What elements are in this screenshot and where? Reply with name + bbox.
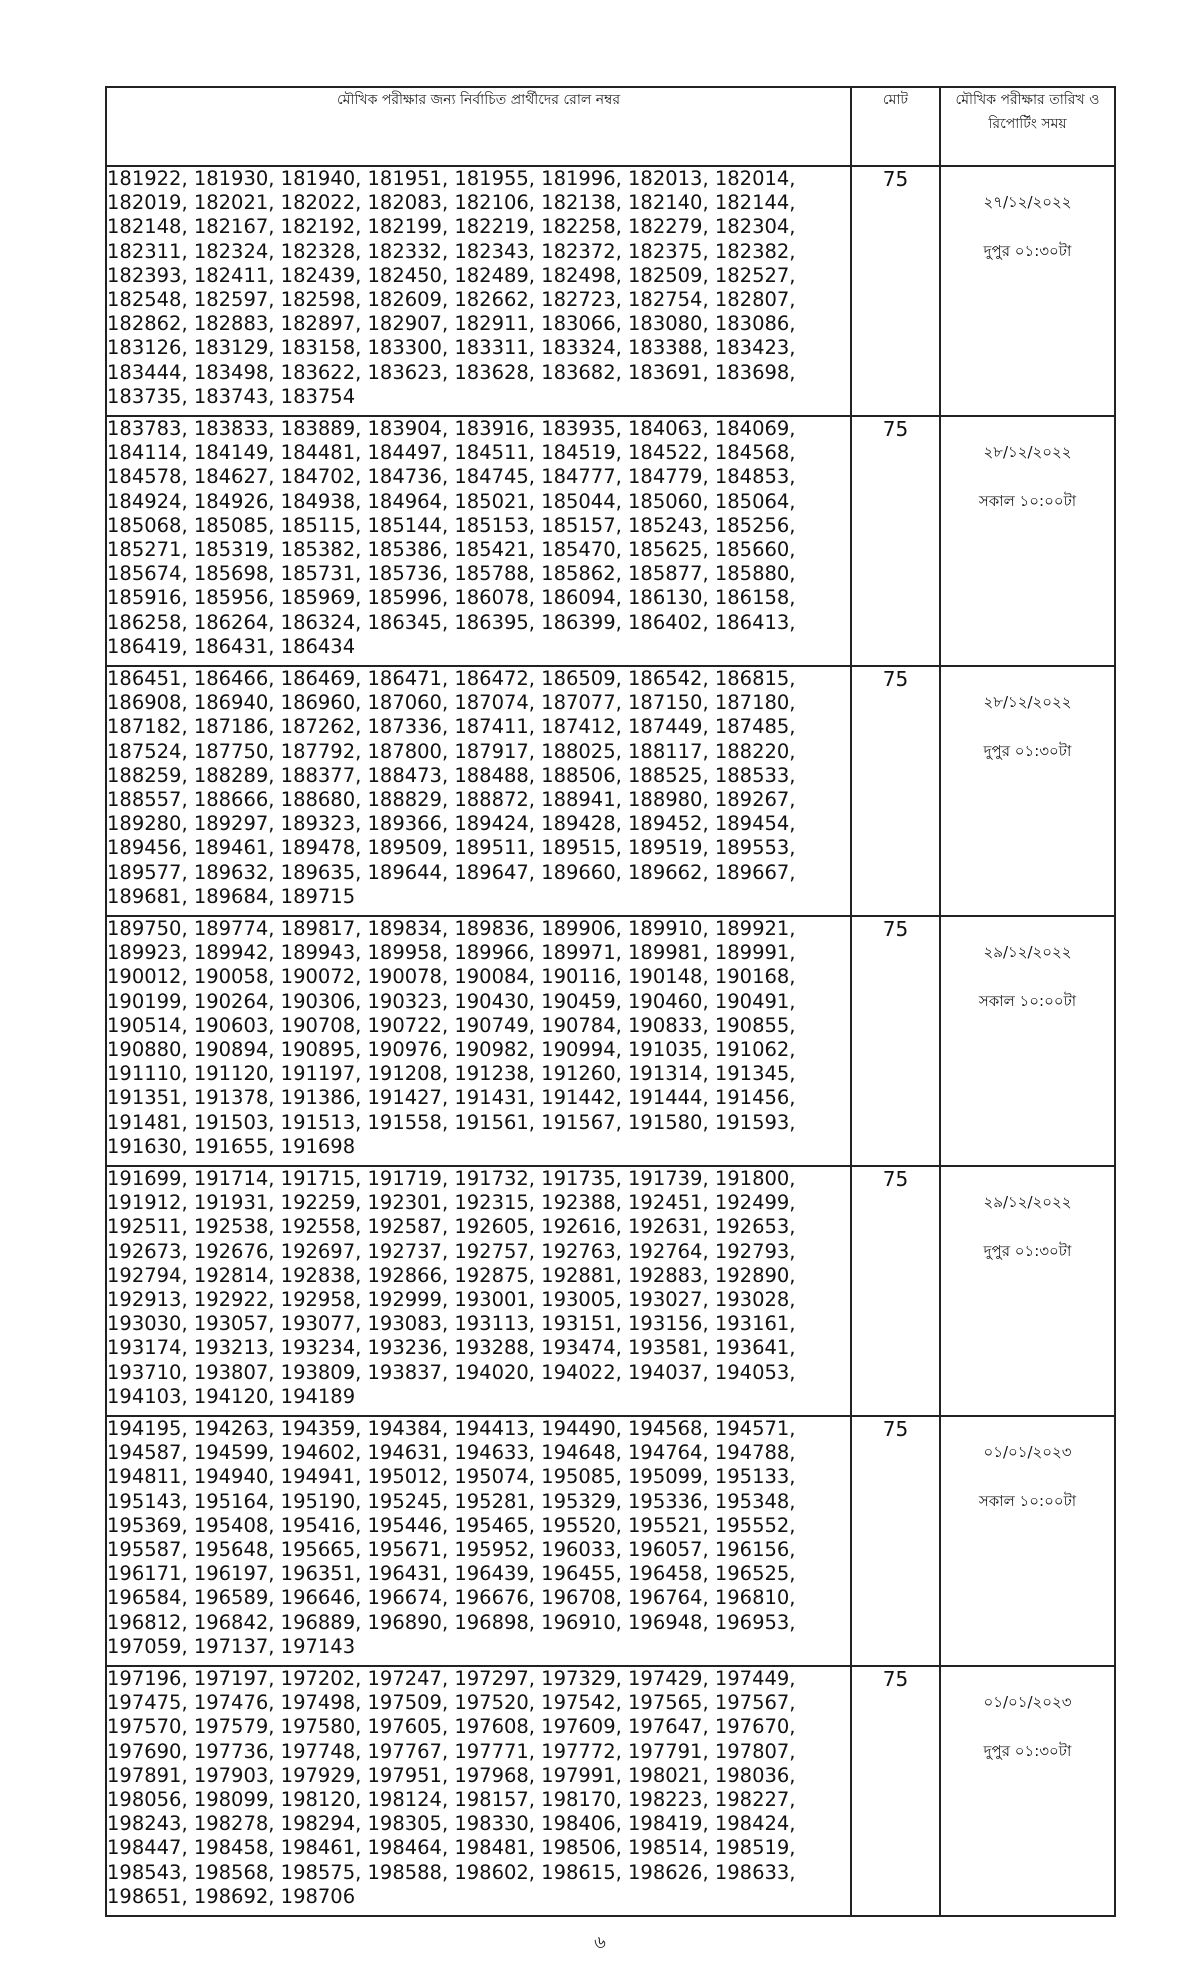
viva-date: ২৯/১২/২০২২ <box>983 1193 1072 1211</box>
table-row <box>106 916 1115 1166</box>
reporting-time: দুপুর ০১:৩০টা <box>983 1242 1072 1260</box>
viva-date: ২৮/১২/২০২২ <box>983 693 1072 711</box>
total-cell: 75 <box>851 166 940 416</box>
total-cell: 75 <box>851 416 940 666</box>
viva-date: ২৭/১২/২০২২ <box>983 193 1072 211</box>
roll-numbers-cell: 186451, 186466, 186469, 186471, 186472, 186509, 186542, 186815, 186908, 186940, 186960, 187060, 187074, 187077, 187150, 187180, 187182, 187186, 187262, 187336, 187411, 187412, 187449, 187485, 187524, 187750, 187792, 187800, 187917, 188025, 188117, 188220, 188259, 188289, 188377, 188473, 188488, 188506, 188525, 188533, 188557, 188666, 188680, 188829, 188872, 188941, 188980, 189267, 189280, 189297, 189323, 189366, 189424, 189428, 189452, 189454, 189456, 189461, 189478, 189509, 189511, 189515, 189519, 189553, 189577, 189632, 189635, 189644, 189647, 189660, 189662, 189667, 189681, 189684, 189715 <box>106 666 851 916</box>
date-time-cell <box>940 166 1115 416</box>
viva-date: ০১/০১/২০২৩ <box>983 1693 1072 1711</box>
reporting-time: সকাল ১০:০০টা <box>978 1492 1077 1510</box>
table-row <box>106 416 1115 666</box>
roll-numbers-cell: 183783, 183833, 183889, 183904, 183916, 183935, 184063, 184069, 184114, 184149, 184481, 184497, 184511, 184519, 184522, 184568, 184578, 184627, 184702, 184736, 184745, 184777, 184779, 184853, 184924, 184926, 184938, 184964, 185021, 185044, 185060, 185064, 185068, 185085, 185115, 185144, 185153, 185157, 185243, 185256, 185271, 185319, 185382, 185386, 185421, 185470, 185625, 185660, 185674, 185698, 185731, 185736, 185788, 185862, 185877, 185880, 185916, 185956, 185969, 185996, 186078, 186094, 186130, 186158, 186258, 186264, 186324, 186345, 186395, 186399, 186402, 186413, 186419, 186431, 186434 <box>106 416 851 666</box>
table-row <box>106 1666 1115 1916</box>
reporting-time: দুপুর ০১:৩০টা <box>983 242 1072 260</box>
viva-date: ২৯/১২/২০২২ <box>983 943 1072 961</box>
total-cell: 75 <box>851 1416 940 1666</box>
viva-date: ২৮/১২/২০২২ <box>983 443 1072 461</box>
date-time-cell <box>940 666 1115 916</box>
reporting-time: দুপুর ০১:৩০টা <box>983 1742 1072 1760</box>
reporting-time: সকাল ১০:০০টা <box>978 492 1077 510</box>
roll-numbers-cell: 189750, 189774, 189817, 189834, 189836, 189906, 189910, 189921, 189923, 189942, 189943, 189958, 189966, 189971, 189981, 189991, 190012, 190058, 190072, 190078, 190084, 190116, 190148, 190168, 190199, 190264, 190306, 190323, 190430, 190459, 190460, 190491, 190514, 190603, 190708, 190722, 190749, 190784, 190833, 190855, 190880, 190894, 190895, 190976, 190982, 190994, 191035, 191062, 191110, 191120, 191197, 191208, 191238, 191260, 191314, 191345, 191351, 191378, 191386, 191427, 191431, 191442, 191444, 191456, 191481, 191503, 191513, 191558, 191561, 191567, 191580, 191593, 191630, 191655, 191698 <box>106 916 851 1166</box>
roll-numbers-cell: 194195, 194263, 194359, 194384, 194413, 194490, 194568, 194571, 194587, 194599, 194602, 194631, 194633, 194648, 194764, 194788, 194811, 194940, 194941, 195012, 195074, 195085, 195099, 195133, 195143, 195164, 195190, 195245, 195281, 195329, 195336, 195348, 195369, 195408, 195416, 195446, 195465, 195520, 195521, 195552, 195587, 195648, 195665, 195671, 195952, 196033, 196057, 196156, 196171, 196197, 196351, 196431, 196439, 196455, 196458, 196525, 196584, 196589, 196646, 196674, 196676, 196708, 196764, 196810, 196812, 196842, 196889, 196890, 196898, 196910, 196948, 196953, 197059, 197137, 197143 <box>106 1416 851 1666</box>
header-date-time: মৌখিক পরীক্ষার তারিখ ও রিপোর্টিং সময় <box>940 87 1115 166</box>
page-number: ৬ <box>594 1932 606 1953</box>
roll-numbers-cell: 181922, 181930, 181940, 181951, 181955, 181996, 182013, 182014, 182019, 182021, 182022, 182083, 182106, 182138, 182140, 182144, 182148, 182167, 182192, 182199, 182219, 182258, 182279, 182304, 182311, 182324, 182328, 182332, 182343, 182372, 182375, 182382, 182393, 182411, 182439, 182450, 182489, 182498, 182509, 182527, 182548, 182597, 182598, 182609, 182662, 182723, 182754, 182807, 182862, 182883, 182897, 182907, 182911, 183066, 183080, 183086, 183126, 183129, 183158, 183300, 183311, 183324, 183388, 183423, 183444, 183498, 183622, 183623, 183628, 183682, 183691, 183698, 183735, 183743, 183754 <box>106 166 851 416</box>
date-time-cell <box>940 1416 1115 1666</box>
table-row <box>106 1416 1115 1666</box>
table-header-row <box>106 87 1115 166</box>
roll-numbers-cell: 191699, 191714, 191715, 191719, 191732, 191735, 191739, 191800, 191912, 191931, 192259, 192301, 192315, 192388, 192451, 192499, 192511, 192538, 192558, 192587, 192605, 192616, 192631, 192653, 192673, 192676, 192697, 192737, 192757, 192763, 192764, 192793, 192794, 192814, 192838, 192866, 192875, 192881, 192883, 192890, 192913, 192922, 192958, 192999, 193001, 193005, 193027, 193028, 193030, 193057, 193077, 193083, 193113, 193151, 193156, 193161, 193174, 193213, 193234, 193236, 193288, 193474, 193581, 193641, 193710, 193807, 193809, 193837, 194020, 194022, 194037, 194053, 194103, 194120, 194189 <box>106 1166 851 1416</box>
total-cell: 75 <box>851 916 940 1166</box>
total-cell: 75 <box>851 666 940 916</box>
total-cell: 75 <box>851 1666 940 1916</box>
header-roll-numbers: মৌখিক পরীক্ষার জন্য নির্বাচিত প্রার্থীদের রোল নম্বর <box>106 87 851 166</box>
viva-schedule-table <box>105 86 1116 1917</box>
roll-numbers-cell: 197196, 197197, 197202, 197247, 197297, 197329, 197429, 197449, 197475, 197476, 197498, 197509, 197520, 197542, 197565, 197567, 197570, 197579, 197580, 197605, 197608, 197609, 197647, 197670, 197690, 197736, 197748, 197767, 197771, 197772, 197791, 197807, 197891, 197903, 197929, 197951, 197968, 197991, 198021, 198036, 198056, 198099, 198120, 198124, 198157, 198170, 198223, 198227, 198243, 198278, 198294, 198305, 198330, 198406, 198419, 198424, 198447, 198458, 198461, 198464, 198481, 198506, 198514, 198519, 198543, 198568, 198575, 198588, 198602, 198615, 198626, 198633, 198651, 198692, 198706 <box>106 1666 851 1916</box>
date-time-cell <box>940 916 1115 1166</box>
total-cell: 75 <box>851 1166 940 1416</box>
viva-date: ০১/০১/২০২৩ <box>983 1443 1072 1461</box>
reporting-time: দুপুর ০১:৩০টা <box>983 742 1072 760</box>
table-row <box>106 666 1115 916</box>
date-time-cell <box>940 1666 1115 1916</box>
date-time-cell <box>940 1166 1115 1416</box>
table-row <box>106 166 1115 416</box>
reporting-time: সকাল ১০:০০টা <box>978 992 1077 1010</box>
header-total: মোট <box>851 87 940 166</box>
date-time-cell <box>940 416 1115 666</box>
table-row <box>106 1166 1115 1416</box>
